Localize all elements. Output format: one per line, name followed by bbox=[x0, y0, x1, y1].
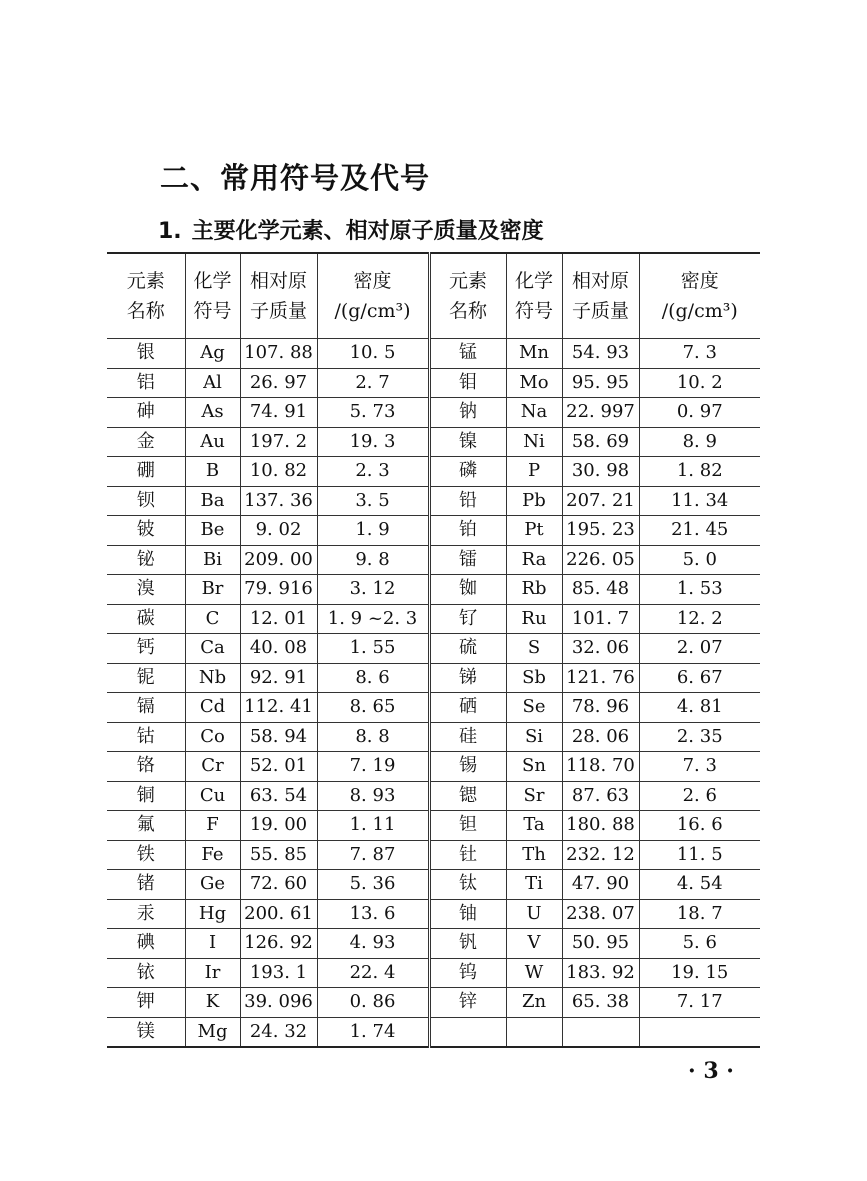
element-symbol-cell: Ru bbox=[506, 604, 562, 634]
atomic-mass-cell: 226. 05 bbox=[562, 545, 639, 575]
density-cell: 1. 74 bbox=[317, 1017, 429, 1047]
density-cell: 2. 6 bbox=[639, 781, 760, 811]
table-row bbox=[107, 781, 760, 811]
element-symbol-cell: Sr bbox=[506, 781, 562, 811]
element-name-cell: 镭 bbox=[429, 545, 506, 575]
element-symbol-cell: Na bbox=[506, 398, 562, 428]
element-symbol-cell: Ra bbox=[506, 545, 562, 575]
density-cell: 9. 8 bbox=[317, 545, 429, 575]
atomic-mass-cell: 209. 00 bbox=[240, 545, 317, 575]
atomic-mass-cell: 101. 7 bbox=[562, 604, 639, 634]
table-row bbox=[107, 545, 760, 575]
header-density-right: 密度 /(g/cm³) bbox=[639, 253, 760, 339]
table-row bbox=[107, 398, 760, 428]
density-cell: 7. 17 bbox=[639, 988, 760, 1018]
atomic-mass-cell: 39. 096 bbox=[240, 988, 317, 1018]
element-symbol-cell: Br bbox=[185, 575, 240, 605]
density-cell: 7. 19 bbox=[317, 752, 429, 782]
density-cell: 10. 5 bbox=[317, 339, 429, 369]
atomic-mass-cell: 22. 997 bbox=[562, 398, 639, 428]
density-cell: 2. 7 bbox=[317, 368, 429, 398]
element-name-cell: 铁 bbox=[107, 840, 185, 870]
element-name-cell: 锌 bbox=[429, 988, 506, 1018]
density-cell: 3. 12 bbox=[317, 575, 429, 605]
table-row bbox=[107, 427, 760, 457]
atomic-mass-cell: 50. 95 bbox=[562, 929, 639, 959]
element-symbol-cell: Fe bbox=[185, 840, 240, 870]
atomic-mass-cell: 232. 12 bbox=[562, 840, 639, 870]
page-number: · 3 · bbox=[688, 1058, 734, 1084]
element-name-cell: 砷 bbox=[107, 398, 185, 428]
element-symbol-cell: Mo bbox=[506, 368, 562, 398]
density-cell: 8. 93 bbox=[317, 781, 429, 811]
table-row bbox=[107, 604, 760, 634]
header-density: 密度 /(g/cm³) bbox=[317, 253, 429, 339]
element-name-cell: 钽 bbox=[429, 811, 506, 841]
element-symbol-cell: Ir bbox=[185, 958, 240, 988]
element-symbol-cell: Au bbox=[185, 427, 240, 457]
density-cell: 8. 6 bbox=[317, 663, 429, 693]
density-cell: 10. 2 bbox=[639, 368, 760, 398]
element-name-cell: 溴 bbox=[107, 575, 185, 605]
element-name-cell: 铍 bbox=[107, 516, 185, 546]
atomic-mass-cell: 32. 06 bbox=[562, 634, 639, 664]
element-name-cell: 锰 bbox=[429, 339, 506, 369]
element-name-cell: 镍 bbox=[429, 427, 506, 457]
element-name-cell: 氟 bbox=[107, 811, 185, 841]
header-chemical-symbol-right: 化学 符号 bbox=[506, 253, 562, 339]
element-symbol-cell: Pb bbox=[506, 486, 562, 516]
atomic-mass-cell: 63. 54 bbox=[240, 781, 317, 811]
element-symbol-cell: Mg bbox=[185, 1017, 240, 1047]
table-row bbox=[107, 870, 760, 900]
element-name-cell: 铅 bbox=[429, 486, 506, 516]
table-row bbox=[107, 516, 760, 546]
element-name-cell: 钨 bbox=[429, 958, 506, 988]
element-name-cell: 镉 bbox=[107, 693, 185, 723]
table-row bbox=[107, 486, 760, 516]
atomic-mass-cell: 58. 94 bbox=[240, 722, 317, 752]
element-symbol-cell: Hg bbox=[185, 899, 240, 929]
density-cell: 1. 55 bbox=[317, 634, 429, 664]
header-atomic-mass-right: 相对原 子质量 bbox=[562, 253, 639, 339]
table-row bbox=[107, 929, 760, 959]
element-name-cell: 钍 bbox=[429, 840, 506, 870]
density-cell: 0. 86 bbox=[317, 988, 429, 1018]
density-cell: 8. 9 bbox=[639, 427, 760, 457]
element-name-cell: 钼 bbox=[429, 368, 506, 398]
element-name-cell: 钛 bbox=[429, 870, 506, 900]
element-symbol-cell: Rb bbox=[506, 575, 562, 605]
density-cell: 13. 6 bbox=[317, 899, 429, 929]
atomic-mass-cell: 9. 02 bbox=[240, 516, 317, 546]
density-cell: 19. 15 bbox=[639, 958, 760, 988]
density-cell: 4. 93 bbox=[317, 929, 429, 959]
atomic-mass-cell: 79. 916 bbox=[240, 575, 317, 605]
element-symbol-cell: Ni bbox=[506, 427, 562, 457]
element-symbol-cell: As bbox=[185, 398, 240, 428]
atomic-mass-cell: 137. 36 bbox=[240, 486, 317, 516]
atomic-mass-cell: 183. 92 bbox=[562, 958, 639, 988]
density-cell: 21. 45 bbox=[639, 516, 760, 546]
density-cell: 18. 7 bbox=[639, 899, 760, 929]
table-row bbox=[107, 663, 760, 693]
density-cell: 3. 5 bbox=[317, 486, 429, 516]
element-symbol-cell: P bbox=[506, 457, 562, 487]
element-symbol-cell: Th bbox=[506, 840, 562, 870]
element-symbol-cell: Al bbox=[185, 368, 240, 398]
element-symbol-cell: Ca bbox=[185, 634, 240, 664]
density-cell: 2. 35 bbox=[639, 722, 760, 752]
density-cell: 4. 54 bbox=[639, 870, 760, 900]
atomic-mass-cell: 92. 91 bbox=[240, 663, 317, 693]
element-name-cell: 磷 bbox=[429, 457, 506, 487]
element-name-cell: 硒 bbox=[429, 693, 506, 723]
element-symbol-cell: F bbox=[185, 811, 240, 841]
element-name-cell: 锗 bbox=[107, 870, 185, 900]
density-cell: 0. 97 bbox=[639, 398, 760, 428]
table-header-row bbox=[107, 253, 760, 339]
element-symbol-cell: Cd bbox=[185, 693, 240, 723]
table-row bbox=[107, 752, 760, 782]
element-name-cell: 硫 bbox=[429, 634, 506, 664]
element-symbol-cell: Ge bbox=[185, 870, 240, 900]
atomic-mass-cell: 30. 98 bbox=[562, 457, 639, 487]
density-cell: 5. 36 bbox=[317, 870, 429, 900]
element-name-cell: 铱 bbox=[107, 958, 185, 988]
atomic-mass-cell: 126. 92 bbox=[240, 929, 317, 959]
table-row bbox=[107, 988, 760, 1018]
atomic-mass-cell: 200. 61 bbox=[240, 899, 317, 929]
density-cell: 2. 3 bbox=[317, 457, 429, 487]
table-row bbox=[107, 575, 760, 605]
element-name-cell: 铌 bbox=[107, 663, 185, 693]
atomic-mass-cell: 180. 88 bbox=[562, 811, 639, 841]
atomic-mass-cell: 107. 88 bbox=[240, 339, 317, 369]
element-name-cell: 硼 bbox=[107, 457, 185, 487]
element-name-cell: 钒 bbox=[429, 929, 506, 959]
table-row bbox=[107, 634, 760, 664]
atomic-mass-cell: 78. 96 bbox=[562, 693, 639, 723]
element-name-cell: 银 bbox=[107, 339, 185, 369]
density-cell: 1. 9 bbox=[317, 516, 429, 546]
atomic-mass-cell: 19. 00 bbox=[240, 811, 317, 841]
atomic-mass-cell: 72. 60 bbox=[240, 870, 317, 900]
density-cell: 1. 82 bbox=[639, 457, 760, 487]
element-symbol-cell: Ta bbox=[506, 811, 562, 841]
atomic-mass-cell: 95. 95 bbox=[562, 368, 639, 398]
atomic-mass-cell: 112. 41 bbox=[240, 693, 317, 723]
density-cell: 5. 0 bbox=[639, 545, 760, 575]
element-name-cell: 铂 bbox=[429, 516, 506, 546]
atomic-mass-cell: 24. 32 bbox=[240, 1017, 317, 1047]
element-symbol-cell: B bbox=[185, 457, 240, 487]
density-cell: 1. 11 bbox=[317, 811, 429, 841]
element-name-cell: 铜 bbox=[107, 781, 185, 811]
element-symbol-cell: K bbox=[185, 988, 240, 1018]
density-cell: 7. 3 bbox=[639, 339, 760, 369]
atomic-mass-cell: 52. 01 bbox=[240, 752, 317, 782]
element-name-cell: 碘 bbox=[107, 929, 185, 959]
density-cell: 1. 9 ~2. 3 bbox=[317, 604, 429, 634]
element-name-cell: 碳 bbox=[107, 604, 185, 634]
density-cell: 7. 3 bbox=[639, 752, 760, 782]
atomic-mass-cell bbox=[562, 1017, 639, 1047]
atomic-mass-cell: 28. 06 bbox=[562, 722, 639, 752]
element-name-cell: 钴 bbox=[107, 722, 185, 752]
section-title bbox=[158, 214, 544, 245]
atomic-mass-cell: 54. 93 bbox=[562, 339, 639, 369]
table-row bbox=[107, 693, 760, 723]
element-name-cell: 铷 bbox=[429, 575, 506, 605]
atomic-mass-cell: 12. 01 bbox=[240, 604, 317, 634]
atomic-mass-cell: 193. 1 bbox=[240, 958, 317, 988]
element-symbol-cell: Se bbox=[506, 693, 562, 723]
atomic-mass-cell: 10. 82 bbox=[240, 457, 317, 487]
table-row bbox=[107, 1017, 760, 1047]
atomic-mass-cell: 121. 76 bbox=[562, 663, 639, 693]
table-row bbox=[107, 722, 760, 752]
element-symbol-cell: C bbox=[185, 604, 240, 634]
density-cell: 5. 6 bbox=[639, 929, 760, 959]
atomic-mass-cell: 238. 07 bbox=[562, 899, 639, 929]
atomic-mass-cell: 197. 2 bbox=[240, 427, 317, 457]
element-name-cell: 金 bbox=[107, 427, 185, 457]
element-symbol-cell: Be bbox=[185, 516, 240, 546]
density-cell bbox=[639, 1017, 760, 1047]
atomic-mass-cell: 118. 70 bbox=[562, 752, 639, 782]
element-name-cell: 铋 bbox=[107, 545, 185, 575]
element-symbol-cell: Bi bbox=[185, 545, 240, 575]
element-symbol-cell: Sb bbox=[506, 663, 562, 693]
table-row bbox=[107, 958, 760, 988]
element-symbol-cell: Cu bbox=[185, 781, 240, 811]
element-name-cell: 铀 bbox=[429, 899, 506, 929]
atomic-mass-cell: 26. 97 bbox=[240, 368, 317, 398]
density-cell: 16. 6 bbox=[639, 811, 760, 841]
atomic-mass-cell: 85. 48 bbox=[562, 575, 639, 605]
chapter-title: 二、常用符号及代号 bbox=[160, 161, 431, 195]
density-cell: 6. 67 bbox=[639, 663, 760, 693]
element-symbol-cell: Pt bbox=[506, 516, 562, 546]
atomic-mass-cell: 58. 69 bbox=[562, 427, 639, 457]
atomic-mass-cell: 195. 23 bbox=[562, 516, 639, 546]
density-cell: 11. 34 bbox=[639, 486, 760, 516]
element-name-cell: 铬 bbox=[107, 752, 185, 782]
element-name-cell: 钙 bbox=[107, 634, 185, 664]
element-symbol-cell: Mn bbox=[506, 339, 562, 369]
element-name-cell: 钠 bbox=[429, 398, 506, 428]
density-cell: 11. 5 bbox=[639, 840, 760, 870]
element-symbol-cell: V bbox=[506, 929, 562, 959]
header-atomic-mass: 相对原 子质量 bbox=[240, 253, 317, 339]
atomic-mass-cell: 87. 63 bbox=[562, 781, 639, 811]
density-cell: 4. 81 bbox=[639, 693, 760, 723]
element-name-cell: 锶 bbox=[429, 781, 506, 811]
table-row bbox=[107, 457, 760, 487]
element-symbol-cell: Zn bbox=[506, 988, 562, 1018]
element-symbol-cell: Co bbox=[185, 722, 240, 752]
table-row bbox=[107, 811, 760, 841]
element-symbol-cell: Si bbox=[506, 722, 562, 752]
density-cell: 8. 65 bbox=[317, 693, 429, 723]
atomic-mass-cell: 207. 21 bbox=[562, 486, 639, 516]
section-title-text: 主要化学元素、相对原子质量及密度 bbox=[191, 219, 544, 244]
element-symbol-cell: Nb bbox=[185, 663, 240, 693]
element-symbol-cell: I bbox=[185, 929, 240, 959]
section-number: 1. bbox=[158, 219, 182, 244]
density-cell: 19. 3 bbox=[317, 427, 429, 457]
density-cell: 1. 53 bbox=[639, 575, 760, 605]
atomic-mass-cell: 74. 91 bbox=[240, 398, 317, 428]
header-element-name-right: 元素 名称 bbox=[429, 253, 506, 339]
element-symbol-cell: W bbox=[506, 958, 562, 988]
header-chemical-symbol: 化学 符号 bbox=[185, 253, 240, 339]
density-cell: 2. 07 bbox=[639, 634, 760, 664]
element-symbol-cell: Ag bbox=[185, 339, 240, 369]
atomic-mass-cell: 40. 08 bbox=[240, 634, 317, 664]
density-cell: 5. 73 bbox=[317, 398, 429, 428]
table-row bbox=[107, 899, 760, 929]
element-name-cell: 钡 bbox=[107, 486, 185, 516]
element-symbol-cell: Ti bbox=[506, 870, 562, 900]
density-cell: 12. 2 bbox=[639, 604, 760, 634]
density-cell: 22. 4 bbox=[317, 958, 429, 988]
table-row bbox=[107, 339, 760, 369]
density-cell: 7. 87 bbox=[317, 840, 429, 870]
atomic-mass-cell: 65. 38 bbox=[562, 988, 639, 1018]
element-name-cell: 镁 bbox=[107, 1017, 185, 1047]
element-symbol-cell: U bbox=[506, 899, 562, 929]
element-symbol-cell: S bbox=[506, 634, 562, 664]
element-name-cell: 锡 bbox=[429, 752, 506, 782]
atomic-mass-cell: 55. 85 bbox=[240, 840, 317, 870]
element-name-cell: 铝 bbox=[107, 368, 185, 398]
header-element-name: 元素 名称 bbox=[107, 253, 185, 339]
table-row bbox=[107, 840, 760, 870]
element-name-cell bbox=[429, 1017, 506, 1047]
element-name-cell: 钌 bbox=[429, 604, 506, 634]
element-table bbox=[107, 252, 760, 1048]
element-symbol-cell: Sn bbox=[506, 752, 562, 782]
element-symbol-cell: Ba bbox=[185, 486, 240, 516]
density-cell: 8. 8 bbox=[317, 722, 429, 752]
element-name-cell: 锑 bbox=[429, 663, 506, 693]
atomic-mass-cell: 47. 90 bbox=[562, 870, 639, 900]
element-name-cell: 钾 bbox=[107, 988, 185, 1018]
table-row bbox=[107, 368, 760, 398]
element-name-cell: 汞 bbox=[107, 899, 185, 929]
element-symbol-cell: Cr bbox=[185, 752, 240, 782]
element-name-cell: 硅 bbox=[429, 722, 506, 752]
element-symbol-cell bbox=[506, 1017, 562, 1047]
